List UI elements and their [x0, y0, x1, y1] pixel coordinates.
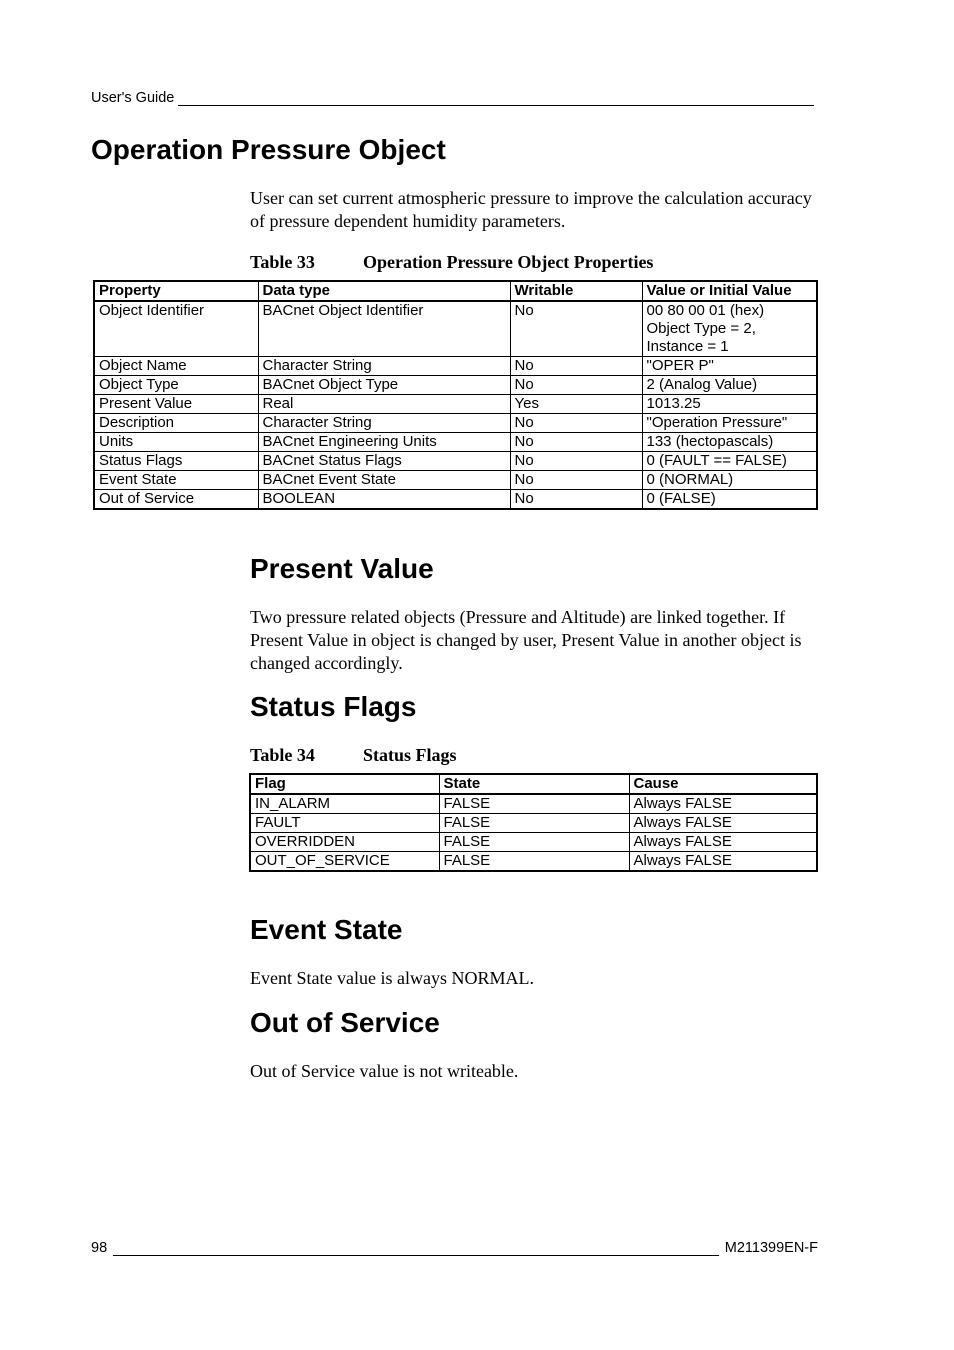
table-cell: Event State — [94, 471, 258, 490]
header-title: User's Guide — [91, 90, 175, 106]
column-header: Cause — [629, 774, 817, 794]
table-cell: 0 (FAULT == FALSE) — [642, 452, 817, 471]
section-heading-status-flags: Status Flags — [250, 691, 417, 722]
table-cell: Object Name — [94, 357, 258, 376]
table-cell: FALSE — [439, 852, 629, 872]
table-row — [94, 357, 817, 376]
table-cell: Character String — [258, 414, 510, 433]
table-cell: FALSE — [439, 833, 629, 852]
table-cell: 0 (FALSE) — [642, 490, 817, 510]
column-header: Value or Initial Value — [642, 281, 817, 301]
table33-caption — [250, 252, 653, 273]
table-cell: 133 (hectopascals) — [642, 433, 817, 452]
table-cell: 1013.25 — [642, 395, 817, 414]
value-line: Instance = 1 — [646, 338, 729, 355]
column-header: State — [439, 774, 629, 794]
table-cell: No — [510, 376, 642, 395]
table-cell: Always FALSE — [629, 852, 817, 872]
table-cell: Object Identifier — [94, 301, 258, 357]
table-cell: "OPER P" — [642, 357, 817, 376]
table-cell: Always FALSE — [629, 833, 817, 852]
section-heading-operation-pressure-object: Operation Pressure Object — [91, 134, 446, 165]
present-value-paragraph: Two pressure related objects (Pressure and Altitude) are linked together. If Present Value in object is changed by user, Present Value in another object is changed accordingly. — [250, 607, 802, 673]
table34-title: Status Flags — [363, 745, 457, 765]
column-header: Writable — [510, 281, 642, 301]
properties-table — [93, 280, 818, 510]
table-cell: No — [510, 452, 642, 471]
table-row — [250, 833, 817, 852]
table-cell: Real — [258, 395, 510, 414]
table-row — [94, 452, 817, 471]
table-cell: Present Value — [94, 395, 258, 414]
table34-caption — [250, 745, 457, 766]
value-line: Object Type = 2, — [646, 320, 756, 337]
column-header: Flag — [250, 774, 439, 794]
column-header: Property — [94, 281, 258, 301]
table-row — [94, 376, 817, 395]
table-cell: No — [510, 301, 642, 357]
table-cell: OUT_OF_SERVICE — [250, 852, 439, 872]
status-flags-table — [249, 773, 818, 872]
table-cell — [642, 301, 817, 357]
table-cell: Always FALSE — [629, 794, 817, 814]
table-cell: FALSE — [439, 814, 629, 833]
table-row — [94, 490, 817, 510]
table-cell: BACnet Object Type — [258, 376, 510, 395]
page-footer — [91, 1240, 818, 1256]
table-row — [94, 471, 817, 490]
footer-rule — [113, 1243, 719, 1256]
table-row — [250, 852, 817, 872]
section-heading-out-of-service: Out of Service — [250, 1007, 440, 1038]
table-cell: Units — [94, 433, 258, 452]
value-line: 00 80 00 01 (hex) — [646, 302, 765, 319]
table-cell: BACnet Object Identifier — [258, 301, 510, 357]
table-cell: IN_ALARM — [250, 794, 439, 814]
out-of-service-paragraph: Out of Service value is not writeable. — [250, 1061, 519, 1081]
table-cell: BACnet Status Flags — [258, 452, 510, 471]
table-cell: 2 (Analog Value) — [642, 376, 817, 395]
document-id: M211399EN-F — [724, 1240, 818, 1256]
column-header: Data type — [258, 281, 510, 301]
table-cell: No — [510, 357, 642, 376]
table33-title: Operation Pressure Object Properties — [363, 252, 654, 272]
section-heading-event-state: Event State — [250, 914, 403, 945]
table-cell: Always FALSE — [629, 814, 817, 833]
page-number: 98 — [91, 1240, 108, 1256]
table-cell: Status Flags — [94, 452, 258, 471]
table-header-row — [94, 281, 817, 301]
table-cell: No — [510, 433, 642, 452]
table-header-row — [250, 774, 817, 794]
table-cell: FALSE — [439, 794, 629, 814]
table-row — [94, 395, 817, 414]
section-heading-present-value: Present Value — [250, 553, 434, 584]
table-cell: FAULT — [250, 814, 439, 833]
table-row — [94, 301, 817, 357]
table-row — [250, 814, 817, 833]
table-cell: OVERRIDDEN — [250, 833, 439, 852]
table-cell: No — [510, 414, 642, 433]
table-cell: No — [510, 490, 642, 510]
table-cell: BOOLEAN — [258, 490, 510, 510]
table33-number: Table 33 — [250, 252, 315, 272]
table-cell: "Operation Pressure" — [642, 414, 817, 433]
table-cell: Description — [94, 414, 258, 433]
page-header — [91, 90, 814, 106]
table-cell: Out of Service — [94, 490, 258, 510]
table-cell: No — [510, 471, 642, 490]
table-row — [94, 433, 817, 452]
table-cell: BACnet Engineering Units — [258, 433, 510, 452]
header-rule — [178, 93, 814, 106]
table-row — [94, 414, 817, 433]
intro-paragraph: User can set current atmospheric pressure to improve the calculation accuracy of pressure dependent humidity parameters. — [250, 188, 812, 231]
table34-number: Table 34 — [250, 745, 315, 765]
table-cell: BACnet Event State — [258, 471, 510, 490]
table-row — [250, 794, 817, 814]
table-cell: Object Type — [94, 376, 258, 395]
table-cell: 0 (NORMAL) — [642, 471, 817, 490]
table-cell: Yes — [510, 395, 642, 414]
table-cell: Character String — [258, 357, 510, 376]
event-state-paragraph: Event State value is always NORMAL. — [250, 968, 534, 988]
